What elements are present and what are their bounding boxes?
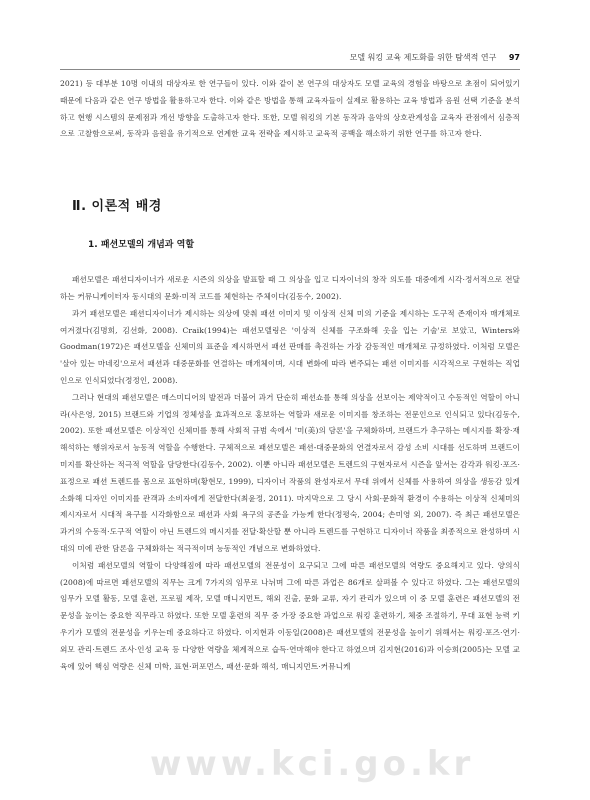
page-number: 97 [508,53,520,62]
running-title: 모델 워킹 교육 제도화를 위한 탐색적 연구 [349,53,497,62]
intro-paragraph: 2021) 등 대부분 10명 이내의 대상자로 한 연구들이 있다. 이와 같이 본 연구의 대상자도 모델 교육의 경험을 바탕으로 초점이 되어있기 때문에 다음과 같은 연구 방법을 활용하고자 한다. 이와 같은 방법을 통해 교육자들이 실제로 활용하는 교육 방법과 음원 선택 기준을 분석하고 현행 시스템의 문제점과 개선 방향을 도출하고자 한다. 또한, 모델 워킹의 기본 동작과 음악의 상호관계성을 교육자 관점에서 심층적으로 고찰함으로써, 동작과 음원을 유기적으로 연계한 교육 전략을 제시하고 교육적 공백을 해소하기 위한 연구를 하고자 한다. [60,79,520,139]
body-paragraph-3: 그러나 현대의 패션모델은 매스미디어의 발전과 더불어 과거 단순히 패션쇼를 통해 의상을 선보이는 제약적이고 수동적인 역할이 아니라(사은영, 2015) 브랜드와 기업의 정체성을 효과적으로 홍보하는 역할과 새로운 이미지를 창조하는 전문인으로 인식되고 있다(김동수, 2002). 또한 패션모델은 이상적인 신체미를 통해 사회적 규범 속에서 '미(美)의 담론'을 구체화하며, 브랜드가 추구하는 메시지를 확장·재해석하는 행위자로서 능동적 역할을 수행한다. 구체적으로 패션모델은 패션-대중문화의 연결자로서 감성 소비 시대를 선도하며 브랜드이미지를 확산하는 적극적 역할을 담당한다(김동수, 2002). 이뿐 아니라 패션모델은 트렌드의 구현자로서 시즌을 앞서는 감각과 워킹·포즈·표정으로 패션 트렌드를 몸으로 표현하며(황현모, 1999), 디자이너 작품의 완성자로서 무대 위에서 신체를 사용하여 의상을 생동감 있게 소화해 디자인 이미지를 관객과 소비자에게 전달한다(최윤정, 2011). 마지막으로 그 당시 사회·문화적 환경이 수용하는 이상적 신체미의 제시자로서 시대적 욕구를 시각화함으로 패션과 사회 욕구의 공존을 가능케 한다(정평숙, 2004; 손미영 외, 2007). 즉 최근 패션모델은 과거의 수동적·도구적 역할이 아닌 트렌드의 메시지를 전달·확산할 뿐 아니라 트렌드를 구현하고 디자이너 작품을 최종적으로 완성하며 시대의 미에 관한 담론을 구체화하는 적극적이며 능동적인 개념으로 변화하였다. [60,392,520,553]
kci-watermark: www.kci.go.kr [150,744,475,784]
subsection-title: 1. 패션모델의 개념과 역할 [88,240,195,251]
section-title: Ⅱ. 이론적 배경 [72,199,162,215]
page-body [60,76,520,675]
running-header [60,52,520,66]
body-paragraph-4: 이처럼 패션모델의 역할이 다양해짐에 따라 패션모델의 전문성이 요구되고 그에 따른 패션모델의 역량도 중요해지고 있다. 양의식(2008)에 따르면 패션모델의 직무는 크게 7가지의 임무로 나뉘며 그에 따른 과업은 86개로 살펴볼 수 있다고 하였다. 그는 패션모델의 임무가 모델 활동, 모델 훈련, 프로필 제작, 모델 매니지먼트, 해외 진출, 문화 교류, 자기 관리가 있으며 이 중 모델 훈련은 패션모델의 전문성을 높이는 중요한 직무라고 하였다. 또한 모델 훈련의 직무 중 가장 중요한 과업으로 워킹 훈련하기, 체중 조절하기, 무대 표현 능력 키우기가 모델의 전문성을 키우는데 중요하다고 하였다. 이지현과 이동일(2008)은 패션모델의 전문성을 높이기 위해서는 워킹·포즈·연기·외모 관리·트렌드 조사·인성 교육 등 다양한 역량을 체계적으로 습득·연마해야 한다고 하였으며 김지현(2016)과 이승희(2005)는 모델 교육에 있어 핵심 역량은 신체 미학, 표현·퍼포먼스, 패션·문화 해석, 매니지먼트·커뮤니케 [60,560,520,671]
header-rule [60,69,520,70]
body-paragraph-2: 과거 패션모델은 패션디자이너가 제시하는 의상에 맞춰 패션 이미지 및 이상적 신체 미의 기준을 제시하는 도구적 존재이자 매개체로 여겨졌다(김명희, 김선화, 2008). Craik(1994)는 패션모델링은 '이상적 신체를 구조화해 옷을 입는 기술'로 보았고, Winters와 Goodman(1972)은 패션모델을 신체미의 표준을 제시하면서 패션 판매를 촉진하는 가장 감동적인 매개체로 규정하였다. 이처럼 모델은 '살아 있는 마네킹'으로서 패션과 대중문화를 연결하는 매개체이며, 시대 변화에 따라 변주되는 패션 이미지를 시각적으로 구현하는 직업인으로 인식되었다(정정인, 2008). [60,308,520,385]
body-paragraph-1: 패션모델은 패션디자이너가 새로운 시즌의 의상을 발표할 때 그 의상을 입고 디자이너의 창작 의도를 대중에게 시각·정서적으로 전달하는 커뮤니케이터자 동시대의 문화·미적 코드를 체현하는 주체이다(김동수, 2002). [60,275,520,301]
